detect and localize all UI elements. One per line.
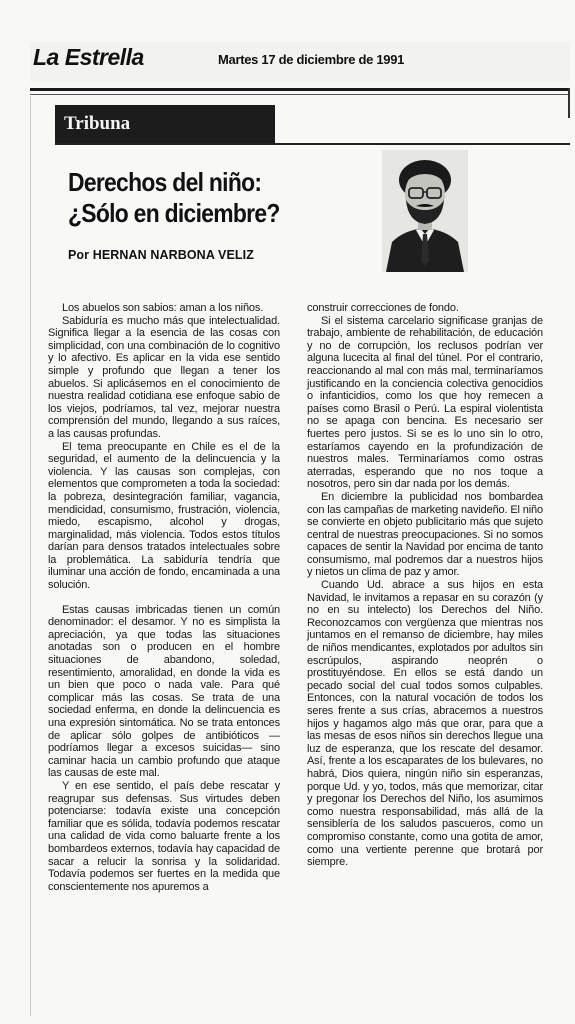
article-column-2 <box>307 302 543 869</box>
section-label: Tribuna <box>64 113 131 134</box>
paragraph: Estas causas imbricadas tienen un común denominador: el desamor. Y no es simplista la apreciación, ya que todas las situaciones anotadas son o producen en el hombre situaciones de abandono, soledad, resentimiento, amoralidad, en donde la vida es un bien que poco o nada vale. Para qué complicar más las cosas. Se trata de una sociedad enferma, en donde la delincuencia es una expresión sintomática. No se trata entonces de aplicar sólo golpes de antibióticos —podríamos llegar a excesos suicidas— sino caminar hacia un cambio profundo que ataque las causas de este mal. <box>48 603 280 780</box>
article-headline <box>68 167 332 229</box>
paragraph: construir correcciones de fondo. <box>307 302 459 314</box>
article-column-1 <box>48 302 280 893</box>
headline-line-2: ¿Sólo en diciembre? <box>68 198 280 228</box>
section-rule <box>55 143 570 145</box>
issue-date: Martes 17 de diciembre de 1991 <box>218 52 405 67</box>
paragraph: El tema preocupante en Chile es el de la seguridad, el aumento de la delincuencia y la violencia. Y las causas son complejas, con elementos que comprometen a toda la sociedad: la pobreza, desintegración familiar, vagancia, mendicidad, consumismo, frustración, violencia, miedo, escapismo, alcohol y drogas, marginalidad, más violencia. Todos estos títulos darían para densos tratados intelectuales sobre la problemática. La sabiduría tendría que iluminar una acción de fondo, encaminada a una solución. <box>48 440 280 592</box>
masthead-rule <box>30 88 568 91</box>
paragraph: Si el sistema carcelario significase granjas de trabajo, ambiente de rehabilitación, de educación y no de corrupción, los reclusos podrían ver alguna lucecita al final del túnel. Por el contrario, reaccionando al mal con más mal, terminaríamos justificando en la conciencia colectiva genocidios o infanticidios, como los que hoy remecen a países como Brasil o Perú. La espiral violentista no se apaga con bencina. Es necesario ser fuertes pero justos. Si se es lo uno sin lo otro, estaríamos cayendo en la profundización de nuestros males. Terminaríamos como ostras aterradas, esperando que no nos toque a nosotros, pero sin dar nada por los demás. <box>307 314 543 491</box>
page-edge-mark <box>568 88 570 118</box>
masthead-rule-thin <box>30 94 568 95</box>
page-edge-line <box>30 96 31 1016</box>
article-byline: Por HERNAN NARBONA VELIZ <box>68 248 254 262</box>
newspaper-name: La Estrella <box>33 44 144 70</box>
author-portrait-icon <box>382 150 468 272</box>
paragraph: Y en ese sentido, el país debe rescatar y reagrupar sus defensas. Sus virtudes deben potenciarse: todavía existe una concepción familiar que es sólida, todavía podemos rescatar una calidad de vida como baluarte frente a los bombardeos externos, todavía hay capacidad de sacar a relucir la sonrisa y la solidaridad. Todavía podemos ser fuertes en la medida que conscientemente nos apuremos a <box>48 779 280 893</box>
headline-line-1: Derechos del niño: <box>68 167 262 197</box>
paragraph: En diciembre la publicidad nos bombardea con las campañas de marketing navideño. El niño se convierte en objeto publicitario más que sujeto central de nuestras preocupaciones. Si no somos capaces de sentir la Navidad por encima de tanto consumismo, mal podremos dar a nuestros hijos y nietos un clima de paz y amor. <box>307 490 543 579</box>
paragraph: Cuando Ud. abrace a sus hijos en esta Navidad, le invitamos a repasar en su corazón (y no en su intelecto) los Derechos del Niño. Reconozcamos con vergüenza que mientras nos juntamos en el remanso de diciembre, hay miles de niños mendicantes, explotados por adultos sin escrúpulos, aspirando neoprén o prostituyéndose. En ellos se está dando un pecado social del cual todos somos culpables. Entonces, con la natural vocación de todos los seres frente a sus crías, abracemos a nuestros hijos y hagamos algo más que orar, para que a las mesas de esos niños sin derechos llegue una luz de esperanza, que los rescate del desamor. Así, frente a los escaparates de los bulevares, no habrá, Dios quiera, ningún niño sin esperanzas, porque Ud. y yo, todos, más que memorizar, citar y pregonar los Derechos del Niño, los asumimos como nuestra responsabilidad, más allá de la sensiblería de los saludos pascueros, como un compromiso constante, como una gotita de amor, como una vertiente perenne que brotará por siempre. <box>307 579 543 869</box>
author-photo <box>382 150 468 272</box>
paragraph: Los abuelos son sabios: aman a los niños. <box>62 302 264 314</box>
paragraph: Sabiduría es mucho más que intelectualidad. Significa llegar a la esencia de las cosas con simplicidad, con una combinación de lo cognitivo y lo afectivo. Es aplicar en la vida ese sentido simple y profundo que llegan a tener los abuelos. Si aplicásemos en el conocimiento de nuestra realidad cotidiana ese enfoque sabio de los viejos, podríamos, tal vez, mejorar nuestra comprensión del mundo, llegando a sus raíces, a las causas profundas. <box>48 314 280 440</box>
